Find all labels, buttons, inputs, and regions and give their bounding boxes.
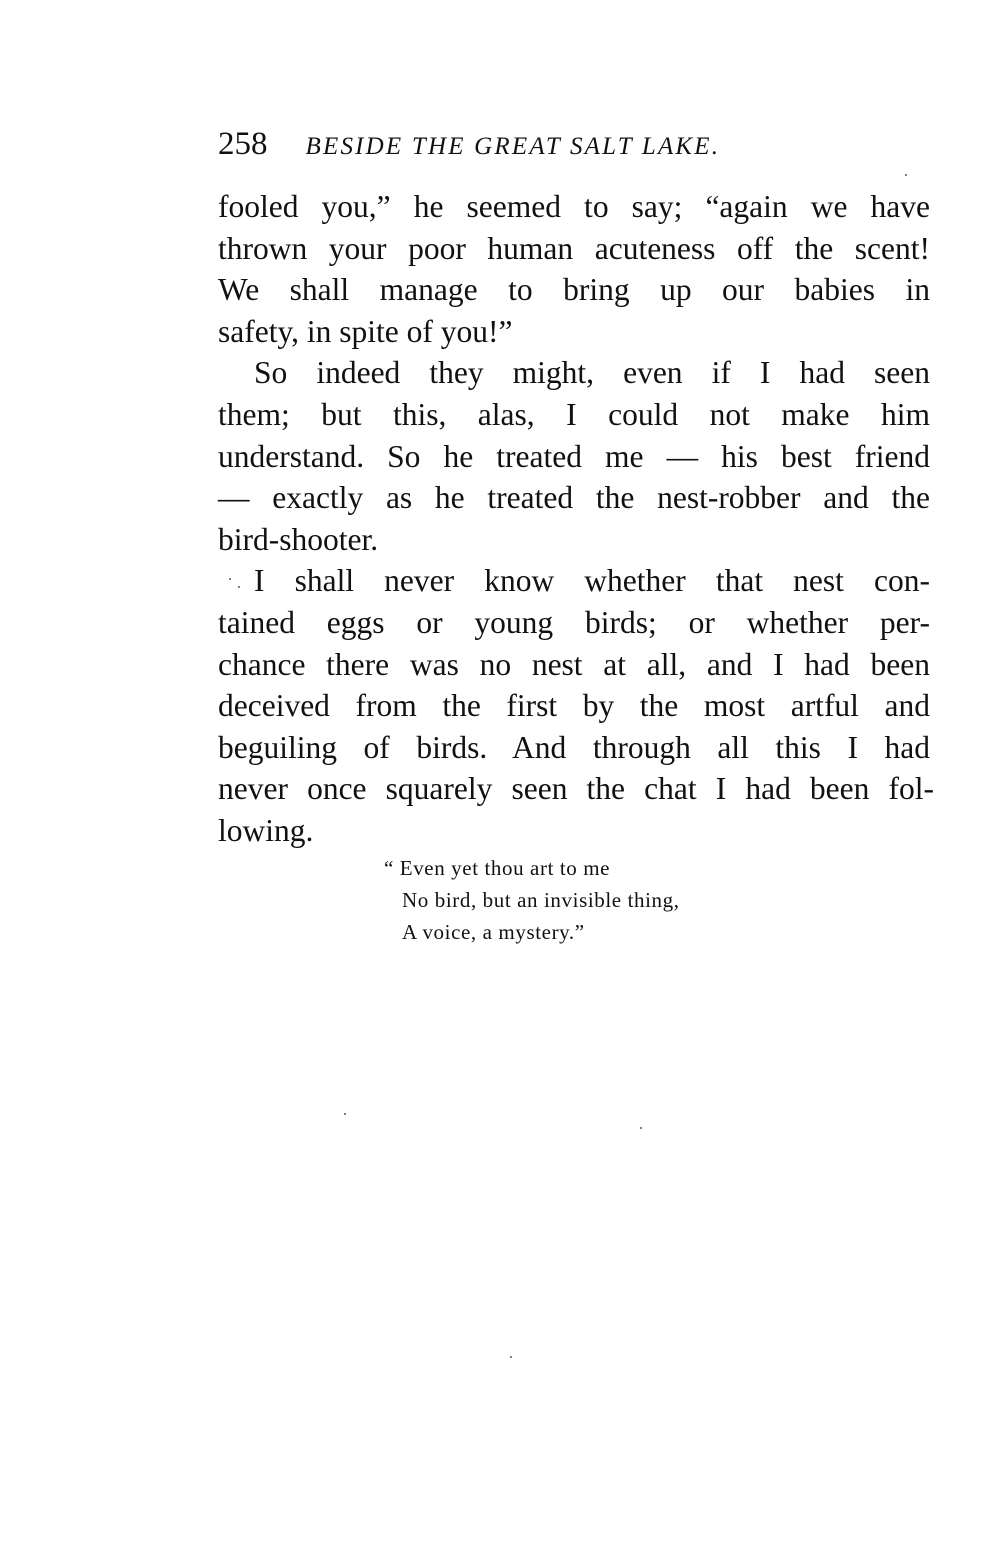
text-line: beguiling of birds. And through all this I had	[218, 729, 930, 765]
text-line: safety, in spite of you!”	[218, 313, 513, 349]
text-line: tained eggs or young birds; or whether per-	[218, 604, 930, 640]
text-line: We shall manage to bring up our babies in	[218, 272, 930, 308]
running-head	[218, 126, 858, 166]
print-speck	[640, 1127, 642, 1129]
verse-line: “ Even yet thou art to me	[384, 856, 611, 880]
text-line: chance there was no nest at all, and I had been	[218, 646, 930, 682]
text-line: I shall never know whether that nest con-	[254, 563, 930, 599]
text-line: lowing.	[218, 812, 314, 848]
text-line: — exactly as he treated the nest-robber and the	[218, 480, 930, 516]
verse-line: No bird, but an invisible thing,	[402, 888, 680, 912]
text-line: never once squarely seen the chat I had been fol-	[218, 771, 934, 807]
text-line: So indeed they might, even if I had seen	[254, 355, 930, 391]
text-line: them; but this, alas, I could not make him	[218, 396, 930, 432]
print-speck	[238, 586, 240, 588]
body-text	[218, 186, 934, 852]
verse-quotation	[384, 852, 804, 948]
text-line: bird-shooter.	[218, 521, 379, 557]
print-speck	[510, 1356, 512, 1358]
page-number: 258	[218, 126, 268, 162]
text-line: thrown your poor human acuteness off the scent!	[218, 230, 930, 266]
running-title: BESIDE THE GREAT SALT LAKE.	[305, 133, 721, 160]
text-line: fooled you,” he seemed to say; “again we have	[218, 189, 930, 224]
text-line: deceived from the first by the most artful and	[218, 688, 930, 724]
print-speck	[229, 578, 231, 580]
verse-line: A voice, a mystery.”	[402, 920, 585, 944]
text-line: understand. So he treated me — his best friend	[218, 438, 930, 474]
print-speck	[344, 1113, 346, 1115]
print-speck	[905, 174, 907, 176]
